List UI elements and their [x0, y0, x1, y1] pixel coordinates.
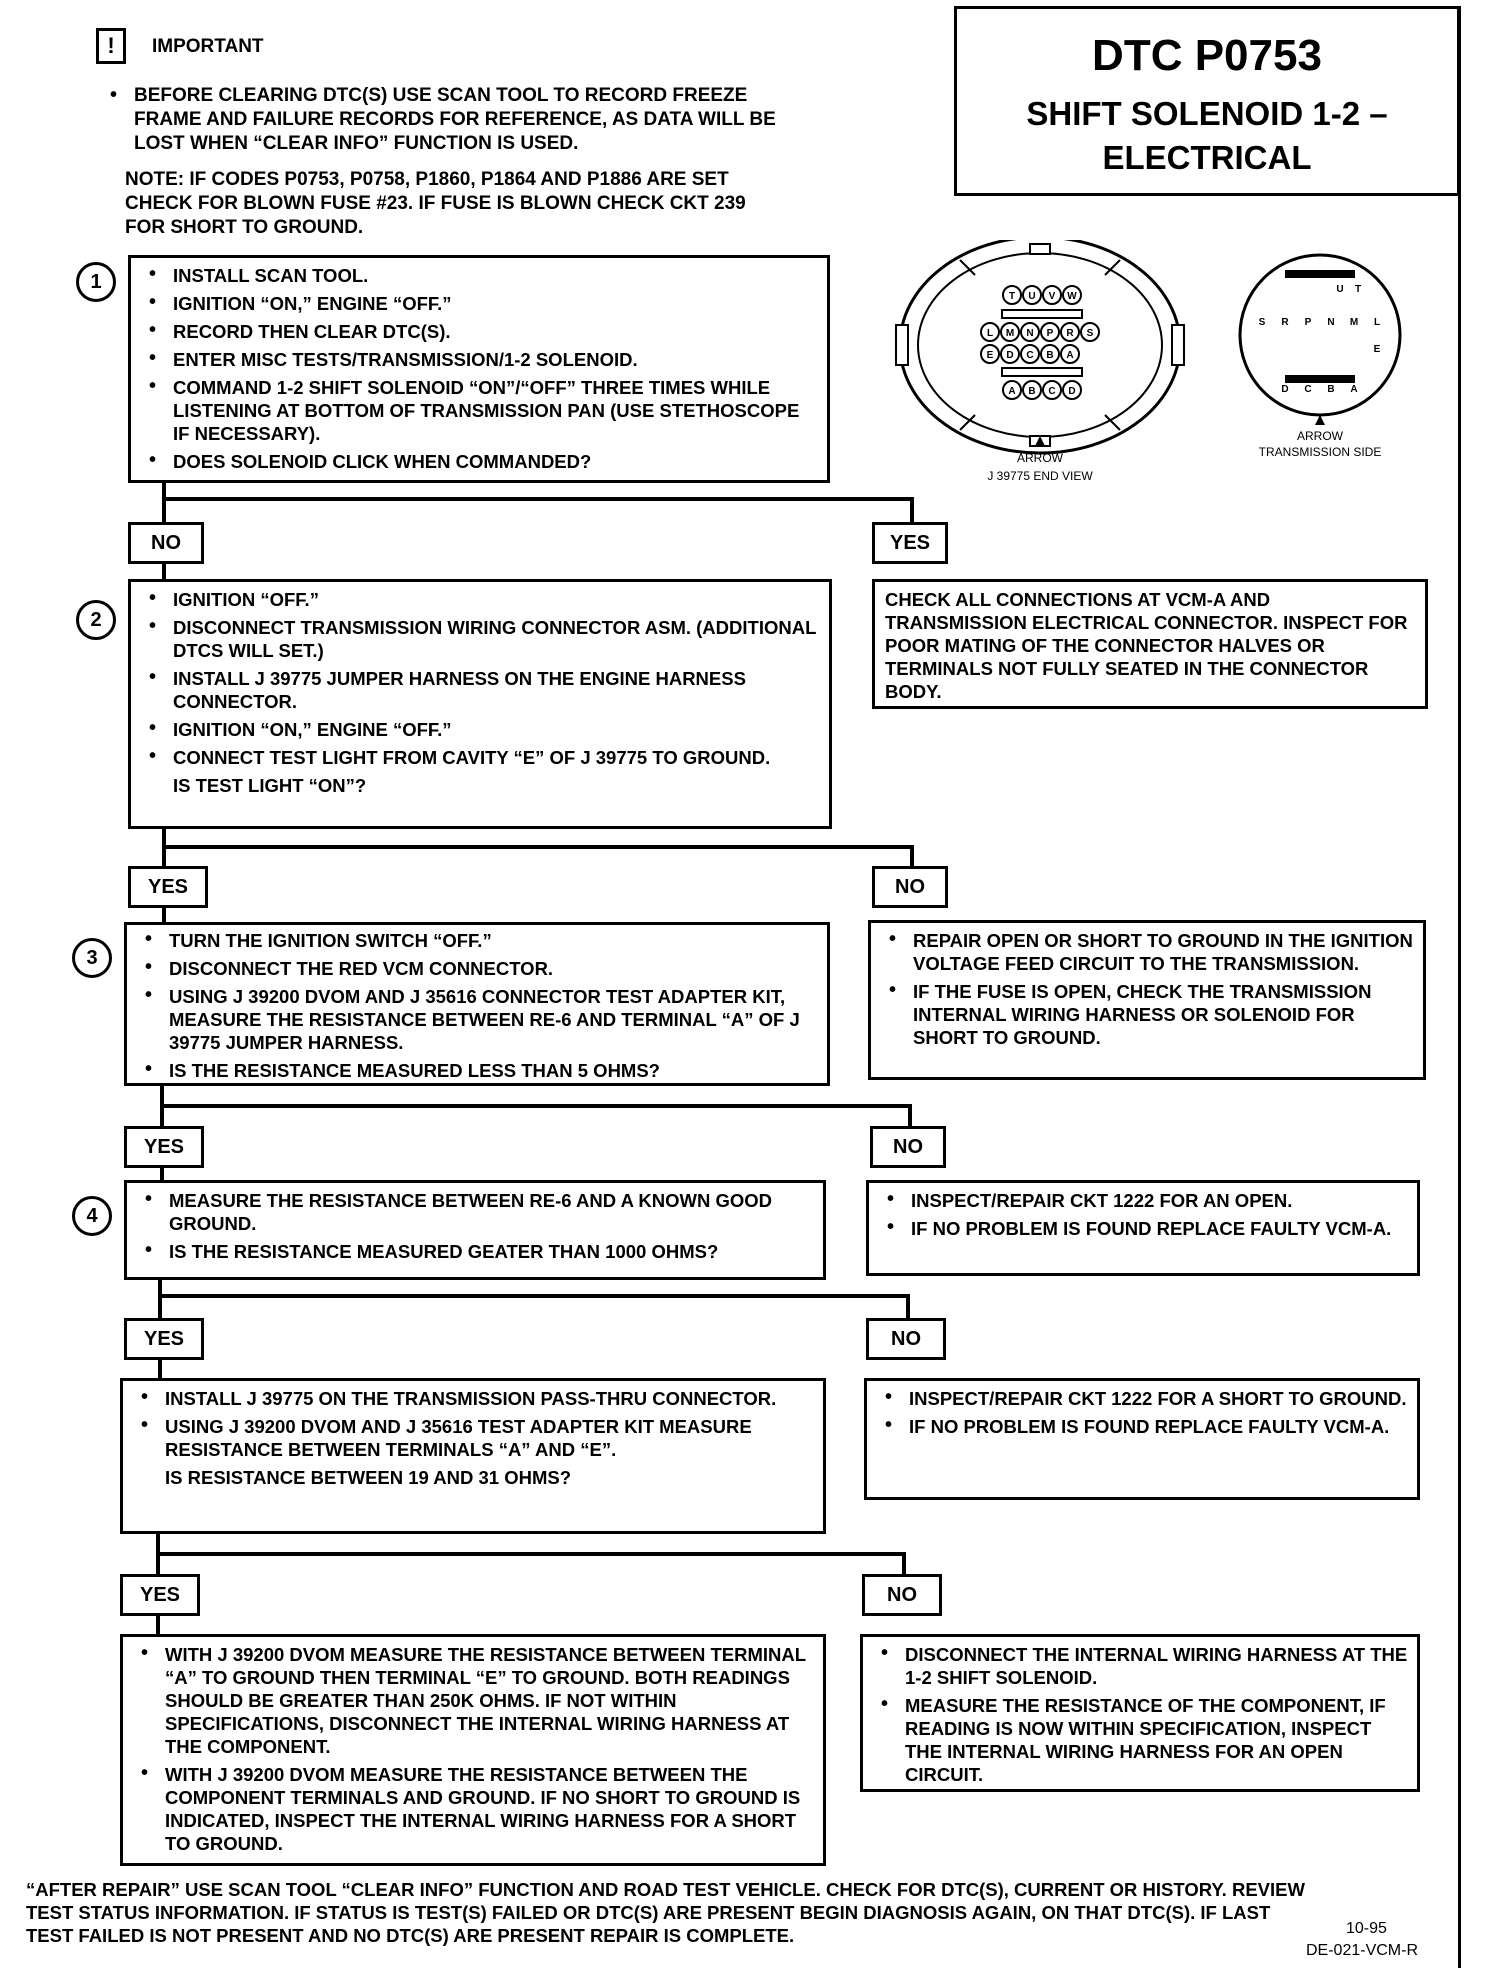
- important-bullet: • BEFORE CLEARING DTC(S) USE SCAN TOOL TO RECORD FREEZE FRAME AND FAILURE RECORDS FOR REFERENCE, AS DATA WILL BE LOST WHEN “CLEAR INFO” FUNCTION IS USED.: [100, 84, 780, 161]
- svg-text:T: T: [1354, 284, 1362, 295]
- svg-text:B: B: [1046, 350, 1054, 361]
- svg-text:C: C: [1026, 350, 1034, 361]
- svg-text:N: N: [1327, 317, 1335, 328]
- svg-text:L: L: [986, 328, 994, 339]
- important-note: NOTE: IF CODES P0753, P0758, P1860, P1864 AND P1886 ARE SET CHECK FOR BLOWN FUSE #23. IF FUSE IS BLOWN CHECK CKT 239 FOR SHORT TO GROUND.: [125, 169, 746, 238]
- svg-text:D: D: [1068, 386, 1076, 397]
- step-5-box: • INSTALL J 39775 ON THE TRANSMISSION PASS-THRU CONNECTOR. • USING J 39200 DVOM AND J 35616 TEST ADAPTER KIT MEASURE RESISTANCE BETWEEN TERMINALS “A” AND “E”. IS RESISTANCE BETWEEN 19 AND 31 OHMS?: [120, 1378, 826, 1534]
- transmission-side-diagram: [1240, 255, 1400, 459]
- svg-text:V: V: [1048, 291, 1056, 302]
- step-2-no-box: • REPAIR OPEN OR SHORT TO GROUND IN THE IGNITION VOLTAGE FEED CIRCUIT TO THE TRANSMISSION. • IF THE FUSE IS OPEN, CHECK THE TRANSMISSION INTERNAL WIRING HARNESS OR SOLENOID FOR SHORT TO GROUND.: [868, 920, 1426, 1080]
- dtc-code: DTC P0753: [1092, 31, 1322, 80]
- step-2-yes: YES: [128, 866, 208, 908]
- svg-text:C: C: [1304, 384, 1312, 395]
- left-arrow-label: ARROW: [1017, 451, 1063, 465]
- svg-text:N: N: [1026, 328, 1034, 339]
- j39775-end-view-diagram: [896, 240, 1184, 483]
- svg-text:C: C: [1048, 386, 1056, 397]
- svg-text:B: B: [1327, 384, 1335, 395]
- step-4-yes: YES: [124, 1318, 204, 1360]
- svg-text:E: E: [1373, 344, 1381, 355]
- important-label: IMPORTANT: [152, 36, 264, 57]
- svg-text:D: D: [1281, 384, 1289, 395]
- svg-text:B: B: [1028, 386, 1036, 397]
- svg-text:T: T: [1008, 291, 1016, 302]
- step-5-no: NO: [862, 1574, 942, 1616]
- step-3-yes: YES: [124, 1126, 204, 1168]
- step-2-box: • IGNITION “OFF.” • DISCONNECT TRANSMISSION WIRING CONNECTOR ASM. (ADDITIONAL DTCS WILL SET.) • INSTALL J 39775 JUMPER HARNESS ON THE ENGINE HARNESS CONNECTOR. • IGNITION “ON,” ENGINE “OFF.” • CONNECT TEST LIGHT FROM CAVITY “E” OF J 39775 TO GROUND. IS TEST LIGHT “ON”?: [128, 579, 832, 829]
- svg-text:W: W: [1067, 291, 1077, 302]
- svg-text:A: A: [1008, 386, 1016, 397]
- svg-text:R: R: [1281, 317, 1289, 328]
- svg-text:L: L: [1373, 317, 1381, 328]
- step-1-number: 1: [76, 262, 116, 302]
- svg-text:E: E: [986, 350, 994, 361]
- title-line1: SHIFT SOLENOID 1-2 –: [1026, 95, 1388, 132]
- step-4-box: • MEASURE THE RESISTANCE BETWEEN RE-6 AND A KNOWN GOOD GROUND. • IS THE RESISTANCE MEASURED GEATER THAN 1000 OHMS?: [124, 1180, 826, 1280]
- footer-date: 10-95: [1346, 1920, 1387, 1937]
- after-repair-note: “AFTER REPAIR” USE SCAN TOOL “CLEAR INFO” FUNCTION AND ROAD TEST VEHICLE. CHECK FOR DTC(S), CURRENT OR HISTORY. REVIEW TEST STATUS INFORMATION. IF STATUS IS TEST(S) FAILED OR DTC(S) ARE PRESENT BEGIN DIAGNOSIS AGAIN, ON THAT DTC(S). IF LAST TEST FAILED IS NOT PRESENT AND NO DTC(S) ARE PRESENT REPAIR IS COMPLETE.: [26, 1879, 1305, 1946]
- step-5-no-box: • DISCONNECT THE INTERNAL WIRING HARNESS AT THE 1-2 SHIFT SOLENOID. • MEASURE THE RESISTANCE OF THE COMPONENT, IF READING IS NOW WITHIN SPECIFICATION, INSPECT THE INTERNAL WIRING HARNESS FOR AN OPEN CIRCUIT.: [860, 1634, 1420, 1792]
- page-right-border: [1458, 6, 1461, 1968]
- svg-text:P: P: [1046, 328, 1054, 339]
- svg-text:S: S: [1258, 317, 1266, 328]
- svg-text:U: U: [1028, 291, 1036, 302]
- svg-text:A: A: [1066, 350, 1074, 361]
- step-5-yes: YES: [120, 1574, 200, 1616]
- right-arrow-label: ARROW: [1297, 429, 1343, 443]
- title-line2: ELECTRICAL: [1102, 139, 1312, 176]
- svg-text:M: M: [1005, 328, 1015, 339]
- footer-doc-id: DE-021-VCM-R: [1306, 1942, 1419, 1959]
- step-2-no: NO: [872, 866, 948, 908]
- exclamation-icon: !: [96, 28, 126, 64]
- step-2-number: 2: [76, 600, 116, 640]
- step-3-no-box: • INSPECT/REPAIR CKT 1222 FOR AN OPEN. • IF NO PROBLEM IS FOUND REPLACE FAULTY VCM-A.: [866, 1180, 1420, 1276]
- svg-text:A: A: [1350, 384, 1358, 395]
- step-1-no: NO: [128, 522, 204, 564]
- step-1-box: • INSTALL SCAN TOOL. • IGNITION “ON,” ENGINE “OFF.” • RECORD THEN CLEAR DTC(S). • ENTER MISC TESTS/TRANSMISSION/1-2 SOLENOID. • COMMAND 1-2 SHIFT SOLENOID “ON”/“OFF” THREE TIMES WHILE LISTENING AT BOTTOM OF TRANSMISSION PAN (USE STETHOSCOPE IF NECESSARY). • DOES SOLENOID CLICK WHEN COMMANDED?: [128, 255, 830, 483]
- step-3-number: 3: [72, 938, 112, 978]
- connector-diagrams: [890, 240, 1430, 490]
- svg-text:D: D: [1006, 350, 1014, 361]
- step-4-number: 4: [72, 1196, 112, 1236]
- step-1-yes-box: CHECK ALL CONNECTIONS AT VCM-A AND TRANSMISSION ELECTRICAL CONNECTOR. INSPECT FOR POOR MATING OF THE CONNECTOR HALVES OR TERMINALS NOT FULLY SEATED IN THE CONNECTOR BODY.: [872, 579, 1428, 709]
- step-4-no-box: • INSPECT/REPAIR CKT 1222 FOR A SHORT TO GROUND. • IF NO PROBLEM IS FOUND REPLACE FAULTY VCM-A.: [864, 1378, 1420, 1500]
- step-6-box: • WITH J 39200 DVOM MEASURE THE RESISTANCE BETWEEN TERMINAL “A” TO GROUND THEN TERMINAL “E” TO GROUND. BOTH READINGS SHOULD BE GREATER THAN 250K OHMS. IF NOT WITHIN SPECIFICATIONS, DISCONNECT THE INTERNAL WIRING HARNESS AT THE COMPONENT. • WITH J 39200 DVOM MEASURE THE RESISTANCE BETWEEN THE COMPONENT TERMINALS AND GROUND. IF NO SHORT TO GROUND IS INDICATED, INSPECT THE INTERNAL WIRING HARNESS FOR A SHORT TO GROUND.: [120, 1634, 826, 1866]
- step-1-yes: YES: [872, 522, 948, 564]
- title-box: [954, 6, 1460, 196]
- step-4-no: NO: [866, 1318, 946, 1360]
- svg-text:U: U: [1336, 284, 1344, 295]
- step-3-box: • TURN THE IGNITION SWITCH “OFF.” • DISCONNECT THE RED VCM CONNECTOR. • USING J 39200 DVOM AND J 35616 CONNECTOR TEST ADAPTER KIT, MEASURE THE RESISTANCE BETWEEN RE-6 AND TERMINAL “A” OF J 39775 JUMPER HARNESS. • IS THE RESISTANCE MEASURED LESS THAN 5 OHMS?: [124, 922, 830, 1086]
- left-caption: J 39775 END VIEW: [987, 469, 1093, 483]
- step-3-no: NO: [870, 1126, 946, 1168]
- right-caption: TRANSMISSION SIDE: [1258, 445, 1382, 459]
- svg-text:M: M: [1349, 317, 1359, 328]
- svg-text:S: S: [1086, 328, 1094, 339]
- svg-text:R: R: [1066, 328, 1074, 339]
- svg-text:P: P: [1304, 317, 1312, 328]
